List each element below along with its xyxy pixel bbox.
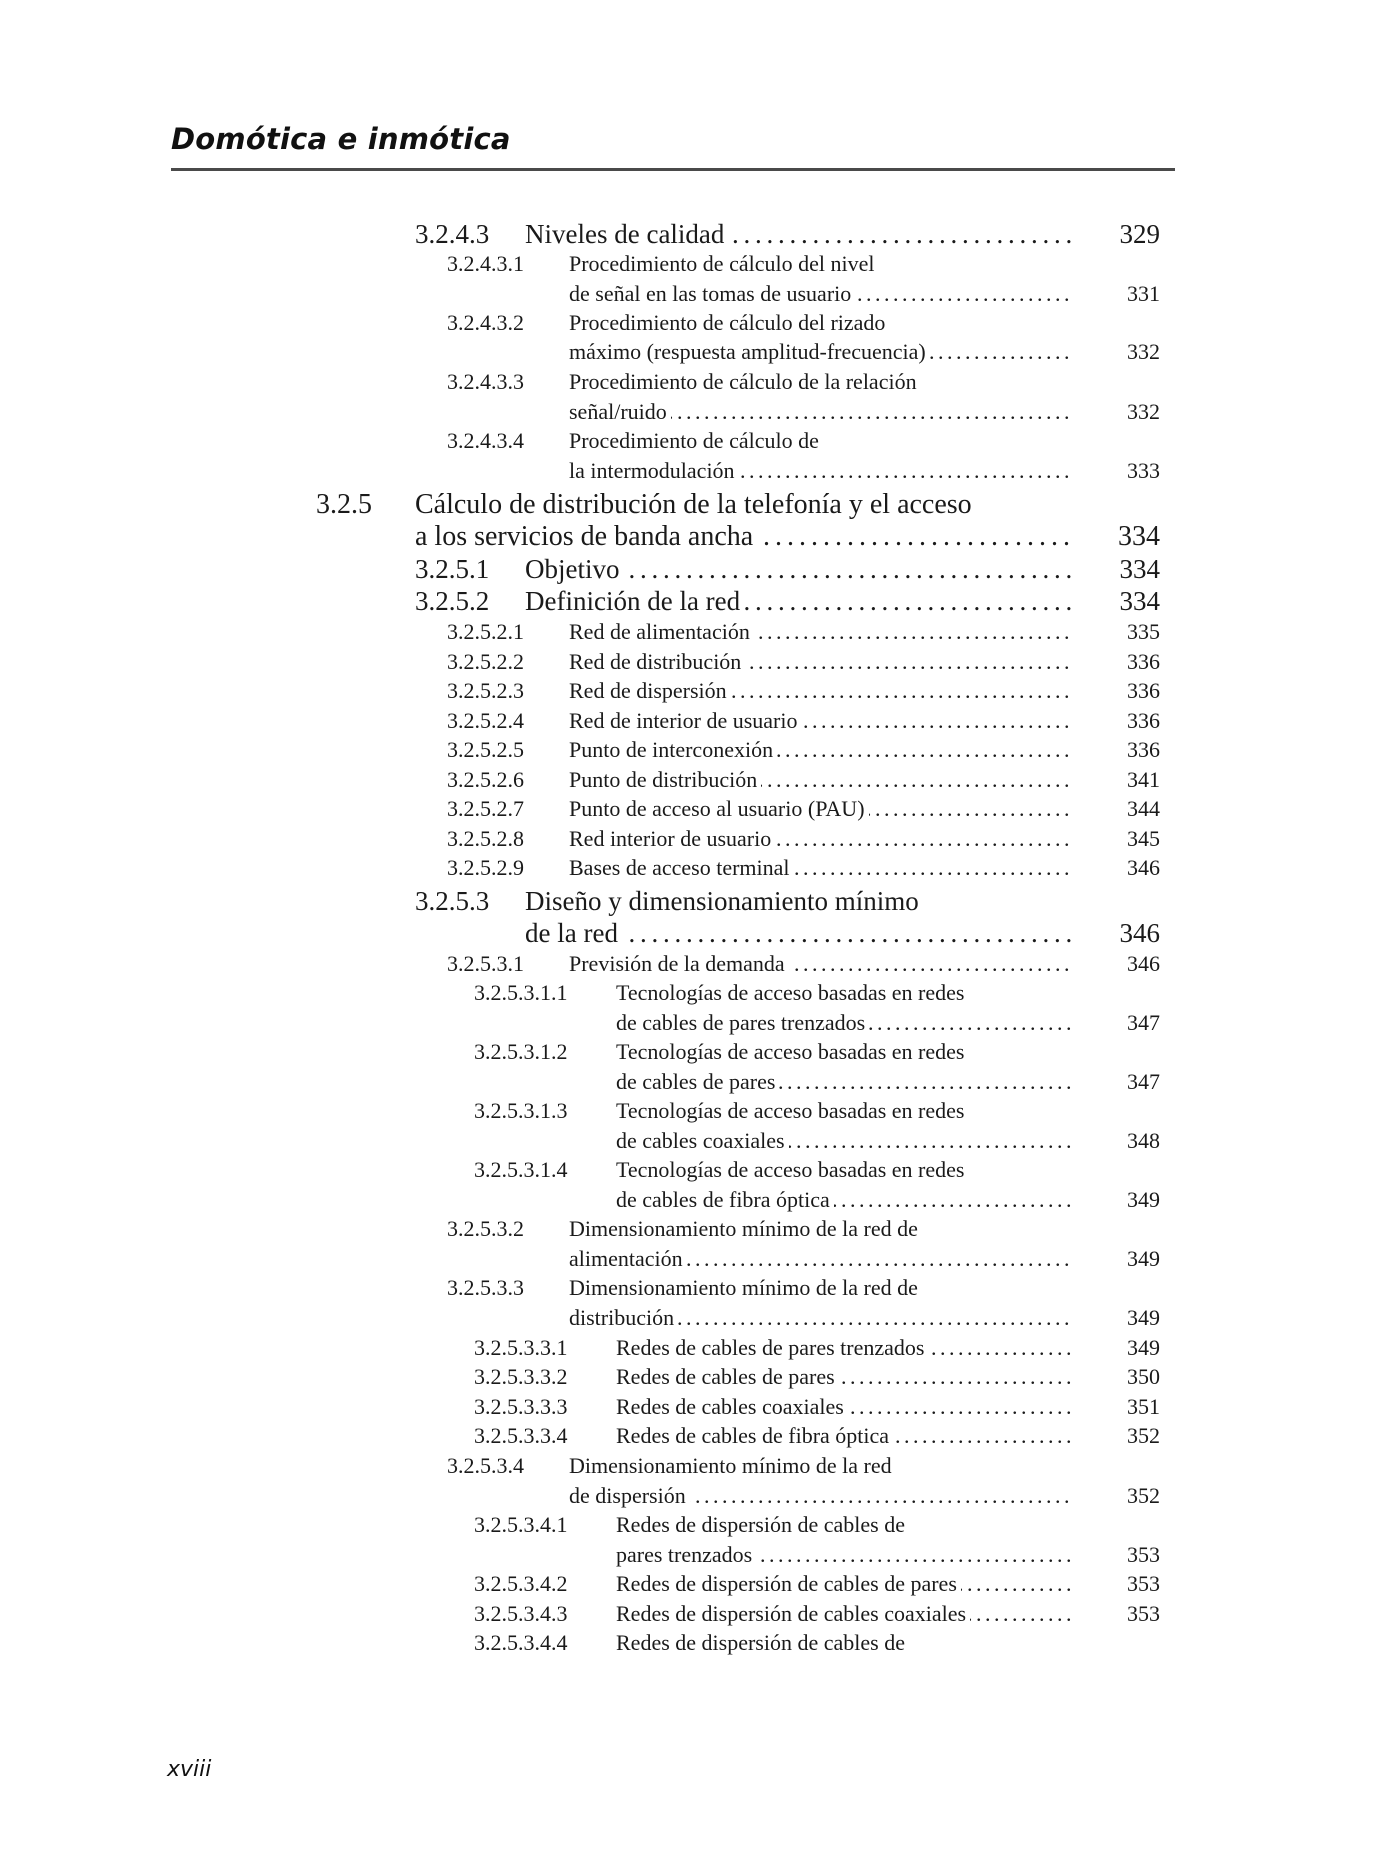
toc-entry-title: Tecnologías de acceso basadas en redes bbox=[616, 1157, 1073, 1183]
toc-entry-page: 336 bbox=[1127, 708, 1160, 733]
toc-entry-number: 3.2.5 bbox=[316, 489, 372, 520]
toc-entry-title: Cálculo de distribución de la telefonía y el acceso bbox=[415, 489, 1073, 521]
toc-entry-number: 3.2.5.3.1.1 bbox=[474, 980, 568, 1005]
toc-entry-page: 352 bbox=[1127, 1423, 1160, 1448]
toc-entry-page: 350 bbox=[1127, 1364, 1160, 1389]
toc-entry-title: máximo (respuesta amplitud-frecuencia) . . . bbox=[569, 339, 1073, 365]
toc-entry-title: distribución . . . bbox=[569, 1305, 1073, 1331]
toc-entry-page: 335 bbox=[1127, 619, 1160, 644]
toc-entry-title: de cables coaxiales . . . bbox=[616, 1128, 1073, 1154]
toc-entry-number: 3.2.5.3.4.2 bbox=[474, 1571, 568, 1596]
toc-entry-title: Dimensionamiento mínimo de la red bbox=[569, 1453, 1073, 1479]
page-number: xviii bbox=[167, 1757, 212, 1782]
toc-entry-page: 347 bbox=[1127, 1010, 1160, 1035]
toc-entry-number: 3.2.5.3 bbox=[415, 886, 490, 916]
toc-entry-number: 3.2.4.3.3 bbox=[447, 369, 524, 394]
toc-entry-page: 329 bbox=[1119, 219, 1160, 249]
toc-entry-page: 346 bbox=[1119, 918, 1160, 948]
toc-entry-page: 344 bbox=[1127, 796, 1160, 821]
toc-entry-number: 3.2.5.3.2 bbox=[447, 1216, 524, 1241]
toc-entry-number: 3.2.4.3.2 bbox=[447, 310, 524, 335]
toc-entry-number: 3.2.5.3.3 bbox=[447, 1275, 524, 1300]
toc-entry-title: Tecnologías de acceso basadas en redes bbox=[616, 980, 1073, 1006]
toc-entry-number: 3.2.5.3.4.4 bbox=[474, 1630, 568, 1655]
toc-entry-page: 336 bbox=[1127, 649, 1160, 674]
toc-entry-title: Niveles de calidad . . . bbox=[525, 219, 1073, 250]
toc-entry-title: Objetivo . . . bbox=[525, 554, 1073, 585]
toc-entry-number: 3.2.5.3.4.3 bbox=[474, 1601, 568, 1626]
toc-entry-page: 332 bbox=[1127, 339, 1160, 364]
toc-entry-number: 3.2.5.3.4.1 bbox=[474, 1512, 568, 1537]
toc-entry-title: Diseño y dimensionamiento mínimo bbox=[525, 886, 1073, 917]
toc-entry-page: 336 bbox=[1127, 678, 1160, 703]
toc-entry-title: pares trenzados . . . bbox=[616, 1542, 1073, 1568]
toc-entry-title: de la red . . . bbox=[525, 918, 1073, 949]
toc-entry-title: Redes de dispersión de cables de bbox=[616, 1512, 1073, 1538]
toc-entry-title: Punto de distribución . . . bbox=[569, 767, 1073, 793]
toc-entry-title: Redes de cables de fibra óptica . . . bbox=[616, 1423, 1073, 1449]
toc-entry-number: 3.2.5.3.1.3 bbox=[474, 1098, 568, 1123]
toc-entry-title: de cables de fibra óptica . . . bbox=[616, 1187, 1073, 1213]
toc-entry-page: 348 bbox=[1127, 1128, 1160, 1153]
toc-entry-title: Procedimiento de cálculo del rizado bbox=[569, 310, 1073, 336]
toc-entry-page: 349 bbox=[1127, 1305, 1160, 1330]
toc-entry-title: de cables de pares . . . bbox=[616, 1069, 1073, 1095]
toc-entry-number: 3.2.5.2.9 bbox=[447, 855, 524, 880]
toc-entry-page: 345 bbox=[1127, 826, 1160, 851]
toc-entry-number: 3.2.5.3.3.4 bbox=[474, 1423, 568, 1448]
toc-entry-page: 341 bbox=[1127, 767, 1160, 792]
toc-entry-number: 3.2.5.3.1.2 bbox=[474, 1039, 568, 1064]
toc-entry-page: 353 bbox=[1127, 1542, 1160, 1567]
toc-entry-title: de señal en las tomas de usuario . . . bbox=[569, 281, 1073, 307]
toc-entry-number: 3.2.4.3.1 bbox=[447, 251, 524, 276]
toc-entry-number: 3.2.5.1 bbox=[415, 554, 490, 584]
toc-entry-title: Tecnologías de acceso basadas en redes bbox=[616, 1098, 1073, 1124]
toc-entry-title: Red de distribución . . . bbox=[569, 649, 1073, 675]
toc-entry-title: Redes de cables coaxiales . . . bbox=[616, 1394, 1073, 1420]
toc-entry-number: 3.2.5.3.1 bbox=[447, 951, 524, 976]
toc-entry-title: Definición de la red . . . bbox=[525, 586, 1073, 617]
toc-entry-page: 353 bbox=[1127, 1571, 1160, 1596]
toc-entry-number: 3.2.5.2.3 bbox=[447, 678, 524, 703]
toc-entry-title: Red de interior de usuario . . . bbox=[569, 708, 1073, 734]
toc-entry-title: Red de alimentación . . . bbox=[569, 619, 1073, 645]
toc-entry-page: 347 bbox=[1127, 1069, 1160, 1094]
toc-entry-title: Procedimiento de cálculo de la relación bbox=[569, 369, 1073, 395]
toc-entry-number: 3.2.5.3.3.2 bbox=[474, 1364, 568, 1389]
toc-entry-page: 333 bbox=[1127, 458, 1160, 483]
toc-entry-number: 3.2.5.2.2 bbox=[447, 649, 524, 674]
toc-entry-title: Redes de dispersión de cables de bbox=[616, 1630, 1073, 1656]
toc-entry-page: 353 bbox=[1127, 1601, 1160, 1626]
toc-entry-page: 332 bbox=[1127, 399, 1160, 424]
toc-entry-page: 349 bbox=[1127, 1335, 1160, 1360]
toc-entry-number: 3.2.5.3.4 bbox=[447, 1453, 524, 1478]
toc-entry-page: 352 bbox=[1127, 1483, 1160, 1508]
toc-entry-title: Punto de acceso al usuario (PAU) . . . bbox=[569, 796, 1073, 822]
toc-entry-page: 331 bbox=[1127, 281, 1160, 306]
toc-entry-page: 336 bbox=[1127, 737, 1160, 762]
toc-entry-number: 3.2.4.3 bbox=[415, 219, 490, 249]
toc-entry-title: Procedimiento de cálculo del nivel bbox=[569, 251, 1073, 277]
toc-entry-title: Redes de dispersión de cables de pares . . . bbox=[616, 1571, 1073, 1597]
toc-entry-page: 334 bbox=[1119, 586, 1160, 616]
toc-entry-title: a los servicios de banda ancha . . . bbox=[415, 521, 1073, 553]
toc-entry-number: 3.2.5.2 bbox=[415, 586, 490, 616]
toc-entry-title: de dispersión . . . bbox=[569, 1483, 1073, 1509]
toc-entry-title: de cables de pares trenzados . . . bbox=[616, 1010, 1073, 1036]
toc-entry-page: 351 bbox=[1127, 1394, 1160, 1419]
toc-entry-number: 3.2.5.2.1 bbox=[447, 619, 524, 644]
toc-entry-title: Tecnologías de acceso basadas en redes bbox=[616, 1039, 1073, 1065]
toc-entry-page: 349 bbox=[1127, 1246, 1160, 1271]
toc-entry-title: Redes de dispersión de cables coaxiales . . . bbox=[616, 1601, 1073, 1627]
running-header-title: Domótica e inmótica bbox=[171, 122, 511, 156]
toc-entry-title: alimentación . . . bbox=[569, 1246, 1073, 1272]
toc-entry-page: 334 bbox=[1119, 554, 1160, 584]
toc-entry-title: Previsión de la demanda . . . bbox=[569, 951, 1073, 977]
toc-entry-number: 3.2.5.3.1.4 bbox=[474, 1157, 568, 1182]
toc-entry-number: 3.2.5.2.7 bbox=[447, 796, 524, 821]
toc-entry-page: 346 bbox=[1127, 855, 1160, 880]
toc-entry-number: 3.2.5.2.4 bbox=[447, 708, 524, 733]
toc-entry-title: Punto de interconexión . . . bbox=[569, 737, 1073, 763]
toc-entry-title: señal/ruido . . . bbox=[569, 399, 1073, 425]
toc-entry-page: 349 bbox=[1127, 1187, 1160, 1212]
toc-entry-page: 334 bbox=[1118, 521, 1160, 552]
toc-entry-title: Procedimiento de cálculo de bbox=[569, 428, 1073, 454]
toc-entry-number: 3.2.5.2.6 bbox=[447, 767, 524, 792]
toc-entry-number: 3.2.5.3.3.1 bbox=[474, 1335, 568, 1360]
toc-entry-title: la intermodulación . . . bbox=[569, 458, 1073, 484]
toc-entry-number: 3.2.4.3.4 bbox=[447, 428, 524, 453]
toc-entry-title: Red de dispersión . . . bbox=[569, 678, 1073, 704]
toc-entry-page: 346 bbox=[1127, 951, 1160, 976]
toc-entry-title: Redes de cables de pares trenzados . . . bbox=[616, 1335, 1073, 1361]
toc-entry-title: Dimensionamiento mínimo de la red de bbox=[569, 1275, 1073, 1301]
toc-entry-number: 3.2.5.3.3.3 bbox=[474, 1394, 568, 1419]
toc-entry-title: Bases de acceso terminal . . . bbox=[569, 855, 1073, 881]
toc-entry-title: Dimensionamiento mínimo de la red de bbox=[569, 1216, 1073, 1242]
toc-entry-number: 3.2.5.2.8 bbox=[447, 826, 524, 851]
toc-entry-title: Red interior de usuario . . . bbox=[569, 826, 1073, 852]
toc-entry-number: 3.2.5.2.5 bbox=[447, 737, 524, 762]
toc-entry-title: Redes de cables de pares . . . bbox=[616, 1364, 1073, 1390]
